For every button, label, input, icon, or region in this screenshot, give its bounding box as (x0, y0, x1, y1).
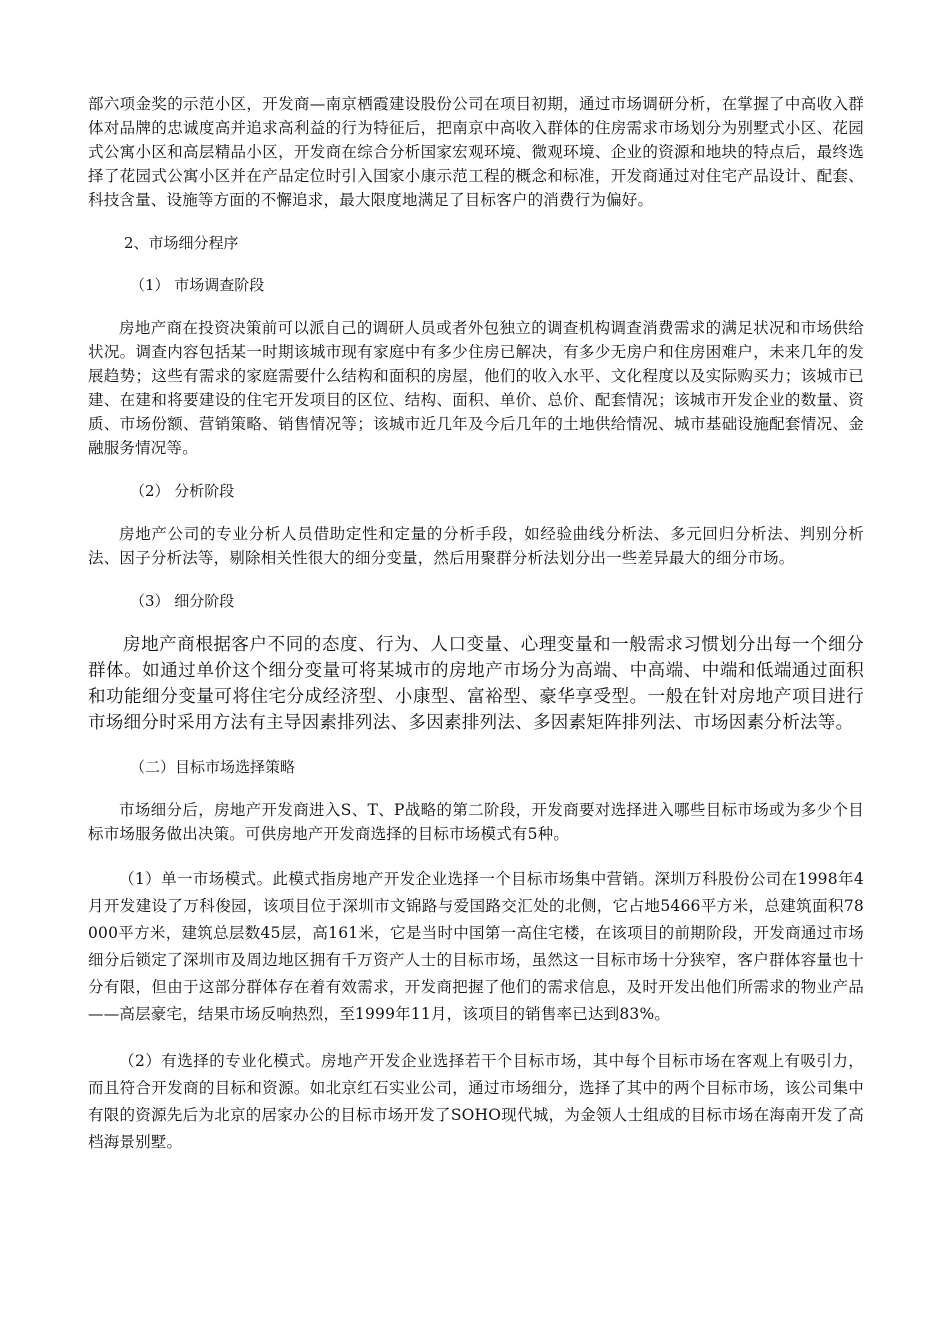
section-b-heading: （二）目标市场选择策略 (130, 758, 296, 776)
step1-paragraph: 房地产商在投资决策前可以派自己的调研人员或者外包独立的调查机构调查消费需求的满足状况和市场供给状况。调查内容包括某一时期该城市现有家庭中有多少住房已解决，有多少无房户和住房困难户，未来几年的发展趋势；这些有需求的家庭需要什么结构和面积的房屋，他们的收入水平、文化程度以及实际购买力；该城市已建、在建和将要建设的住宅开发项目的区位、结构、面积、单价、总价、配套情况；该城市开发企业的数量、资质、市场份额、营销策略、销售情况等；该城市近几年及今后几年的土地供给情况、城市基础设施配套情况、金融服务情况等。 (88, 319, 864, 457)
section-b-paragraph: 市场细分后，房地产开发商进入S、T、P战略的第二阶段，开发商要对选择进入哪些目标市场或为多少个目标市场服务做出决策。可供房地产开发商选择的目标市场模式有5种。 (88, 801, 864, 843)
mode1-paragraph: （1）单一市场模式。此模式指房地产开发企业选择一个目标市场集中营销。深圳万科股份公司在1998年4月开发建设了万科俊园，该项目位于深圳市文锦路与爱国路交汇处的北侧，它占地5466平方米，总建筑面积78000平方米，建筑总层数45层，高161米，它是当时中国第一高住宅楼，在该项目的前期阶段，开发商通过市场细分后锁定了深圳市及周边地区拥有千万资产人士的目标市场，虽然这一目标市场十分狭窄，客户群体容量也十分有限，但由于这部分群体存在着有效需求，开发商把握了他们的需求信息，及时开发出他们所需求的物业产品——高层豪宅，结果市场反响热烈，至1999年11月，该项目的销售率已达到83%。 (88, 870, 864, 1023)
document-page (88, 92, 864, 1156)
step3-paragraph: 房地产商根据客户不同的态度、行为、人口变量、心理变量和一般需求习惯划分出每一个细分群体。如通过单价这个细分变量可将某城市的房地产市场分为高端、中高端、中端和低端通过面积和功能细分变量可将住宅分成经济型、小康型、富裕型、豪华享受型。一般在针对房地产项目进行市场细分时采用方法有主导因素排列法、多因素排列法、多因素矩阵排列法、市场因素分析法等。 (88, 635, 864, 733)
mode2-paragraph: （2）有选择的专业化模式。房地产开发企业选择若干个目标市场，其中每个目标市场在客观上有吸引力，而且符合开发商的目标和资源。如北京红石实业公司，通过市场细分，选择了其中的两个目标市场，该公司集中有限的资源先后为北京的居家办公的目标市场开发了SOHO现代城，为金领人士组成的目标市场在海南开发了高档海景别墅。 (88, 1052, 864, 1151)
section2-heading: 2、市场细分程序 (124, 234, 239, 252)
step3-heading: （3） 细分阶段 (130, 592, 235, 610)
intro-paragraph: 部六项金奖的示范小区，开发商—南京栖霞建设股份公司在项目初期，通过市场调研分析，在掌握了中高收入群体对品牌的忠诚度高并追求高利益的行为特征后，把南京中高收入群体的住房需求市场划分为别墅式小区、花园式公寓小区和高层精品小区，开发商在综合分析国家宏观环境、微观环境、企业的资源和地块的特点后，最终选择了花园式公寓小区并在产品定位时引入国家小康示范工程的概念和标准，开发商通过对住宅产品设计、配套、科技含量、设施等方面的不懈追求，最大限度地满足了目标客户的消费行为偏好。 (88, 95, 864, 209)
step2-paragraph: 房地产公司的专业分析人员借助定性和定量的分析手段，如经验曲线分析法、多元回归分析法、判别分析法、因子分析法等，剔除相关性很大的细分变量，然后用聚群分析法划分出一些差异最大的细分市场。 (88, 525, 864, 567)
step2-heading: （2） 分析阶段 (130, 482, 235, 500)
step1-heading: （1） 市场调查阶段 (130, 276, 265, 294)
